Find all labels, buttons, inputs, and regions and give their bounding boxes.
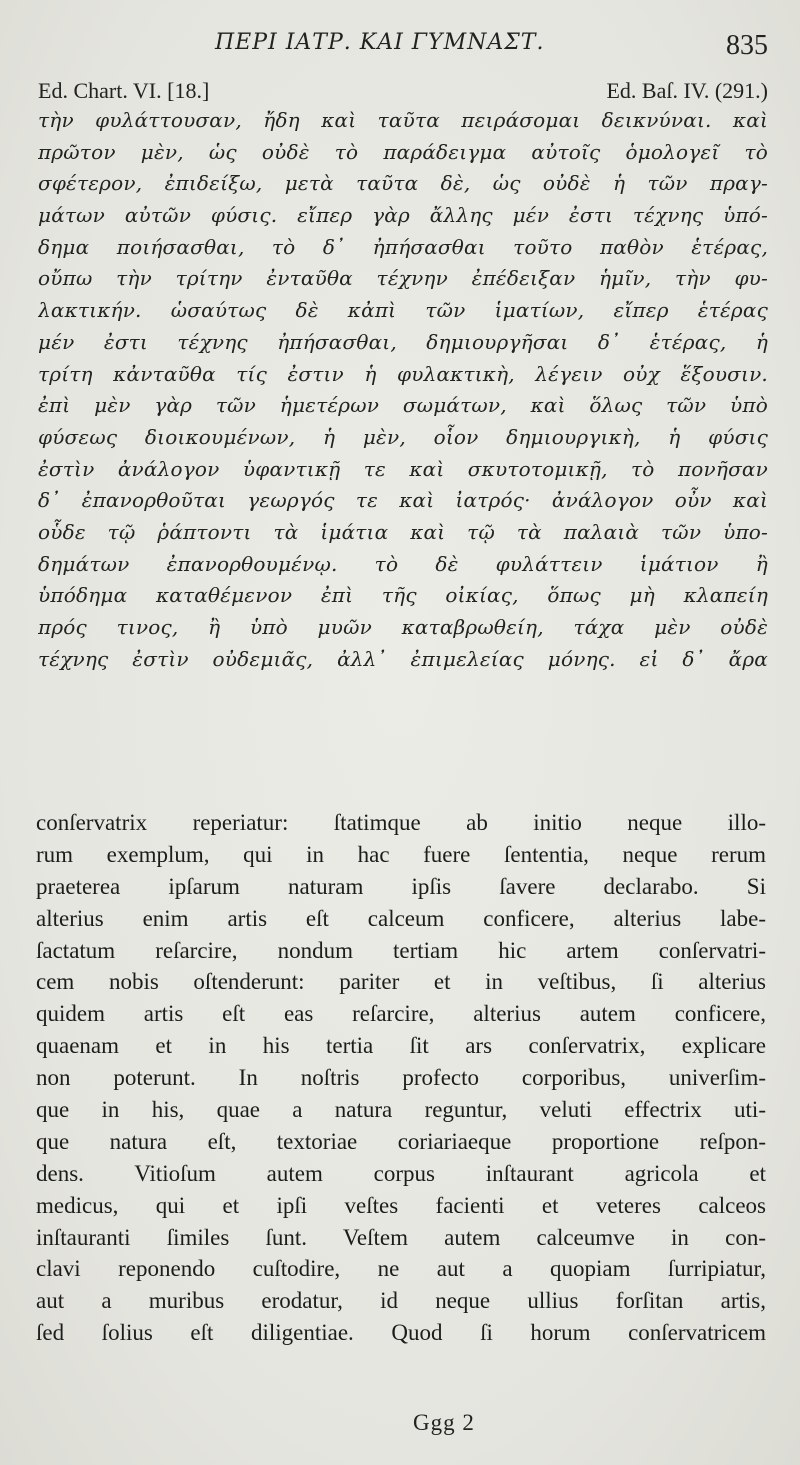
latin-text-line: praeterea ipſarum naturam ipſis ſavere declarabo. Si	[36, 873, 766, 899]
greek-text-block	[38, 105, 768, 675]
page-number: 835	[726, 30, 768, 61]
latin-text-line: cem nobis oſtenderunt: pariter et in veſtibus, ſi alterius	[36, 969, 766, 995]
greek-text-line: δ᾽ ἐπανορθοῦται γεωργός τε καὶ ἰατρός· ἀνάλογον οὖν καὶ	[38, 488, 768, 513]
greek-text-line: σφέτερον, ἐπιδείξω, μετὰ ταῦτα δὲ, ὡς οὐδὲ ἡ τῶν πραγ-	[38, 171, 768, 196]
latin-text-line: aut a muribus erodatur, id neque ullius forſitan artis,	[36, 1288, 766, 1314]
latin-text-line: alterius enim artis eſt calceum conficere, alterius labe-	[36, 905, 766, 931]
greek-text-line: τέχνης ἐστὶν οὐδεμιᾶς, ἀλλ᾽ ἐπιμελείας μόνης. εἰ δ᾽ ἄρα	[38, 646, 768, 671]
greek-text-line: ὑπόδημα καταθέμενον ἐπὶ τῆς οἰκίας, ὅπως μὴ κλαπείη	[38, 583, 768, 608]
running-title: ΠΕΡΙ ΙΑΤΡ. ΚΑΙ ΓΥΜΝΑΣΤ.	[215, 30, 545, 55]
greek-text-line: οὔπω τὴν τρίτην ἐνταῦθα τέχνην ἐπέδειξαν ἡμῖν, τὴν φυ-	[38, 266, 768, 291]
greek-text-line: ἐπὶ μὲν γὰρ τῶν ἡμετέρων σωμάτων, καὶ ὅλως τῶν ὑπὸ	[38, 393, 768, 418]
latin-text-line: que in his, quae a natura reguntur, veluti effectrix uti-	[36, 1097, 766, 1123]
greek-text-line: οὗδε τῷ ῥάπτοντι τὰ ἱμάτια καὶ τῷ τὰ παλαιὰ τῶν ὑπο-	[38, 519, 768, 544]
latin-text-line: conſervatrix reperiatur: ſtatimque ab initio neque illo-	[36, 810, 766, 835]
greek-text-line: δημάτων ἐπανορθουμένῳ. τὸ δὲ φυλάττειν ἱμάτιον ἢ	[38, 551, 768, 576]
latin-text-line: ſactatum reſarcire, nondum tertiam hic artem conſervatri-	[36, 937, 766, 963]
latin-text-line: que natura eſt, textoriae coriariaeque proportione reſpon-	[36, 1128, 766, 1154]
greek-text-line: μάτων αὐτῶν φύσις. εἴπερ γὰρ ἄλλης μέν ἐστι τέχνης ὑπό-	[38, 203, 768, 228]
latin-text-line: dens. Vitioſum autem corpus inſtaurant agricola et	[36, 1160, 766, 1186]
greek-text-line: μέν ἐστι τέχνης ἠπήσασθαι, δημιουργῆσαι δ᾽ ἑτέρας, ἡ	[38, 329, 768, 354]
running-head	[0, 30, 800, 62]
greek-text-line: λακτικήν. ὡσαύτως δὲ κἀπὶ τῶν ἱματίων, εἴπερ ἑτέρας	[38, 298, 768, 323]
greek-text-line: τὴν φυλάττουσαν, ἤδη καὶ ταῦτα πειράσομαι δεικνύναι. καὶ	[38, 108, 768, 132]
greek-text-line: δημα ποιήσασθαι, τὸ δ᾽ ἠπήσασθαι τοῦτο παθὸν ἑτέρας,	[38, 234, 768, 259]
signature-mark: Ggg 2	[413, 1410, 475, 1435]
edition-basel-ref: Ed. Baſ. IV. (291.)	[606, 78, 768, 103]
latin-text-line: quidem artis eſt eas reſarcire, alterius autem conficere,	[36, 1001, 766, 1027]
latin-text-line: medicus, qui et ipſi veſtes facienti et veteres calceos	[36, 1192, 766, 1218]
latin-text-line: inſtauranti ſimiles ſunt. Veſtem autem calceumve in con-	[36, 1224, 766, 1250]
latin-text-line: quaenam et in his tertia ſit ars conſervatrix, explicare	[36, 1033, 766, 1059]
latin-text-line: non poterunt. In noſtris profecto corporibus, univerſim-	[36, 1065, 766, 1091]
greek-text-line: πρός τινος, ἢ ὑπὸ μυῶν καταβρωθείη, τάχα μὲν οὐδὲ	[38, 615, 768, 639]
greek-text-line: ἐστὶν ἀνάλογον ὑφαντικῇ τε καὶ σκυτοτομικῇ, τὸ πονῆσαν	[38, 456, 768, 481]
latin-text-line: clavi reponendo cuſtodire, ne aut a quopiam ſurripiatur,	[36, 1256, 766, 1282]
greek-text-line: τρίτη κἀνταῦθα τίς ἐστιν ἡ φυλακτικὴ, λέγειν οὐχ ἕξουσιν.	[38, 361, 768, 386]
latin-text-block	[36, 807, 766, 1349]
latin-text-line: ſed ſolius eſt diligentiae. Quod ſi horum conſervatricem	[36, 1320, 766, 1346]
greek-text-line: πρῶτον μὲν, ὡς οὐδὲ τὸ παράδειγμα αὐτοῖς ὁμολογεῖ τὸ	[38, 139, 768, 164]
edition-reference-line	[38, 78, 768, 104]
edition-chartier-ref: Ed. Chart. VI. [18.]	[38, 78, 210, 103]
latin-text-line: rum exemplum, qui in hac fuere ſententia, neque rerum	[36, 841, 766, 867]
greek-text-line: φύσεως διοικουμένων, ἡ μὲν, οἷον δημιουργικὴ, ἡ φύσις	[38, 424, 768, 449]
